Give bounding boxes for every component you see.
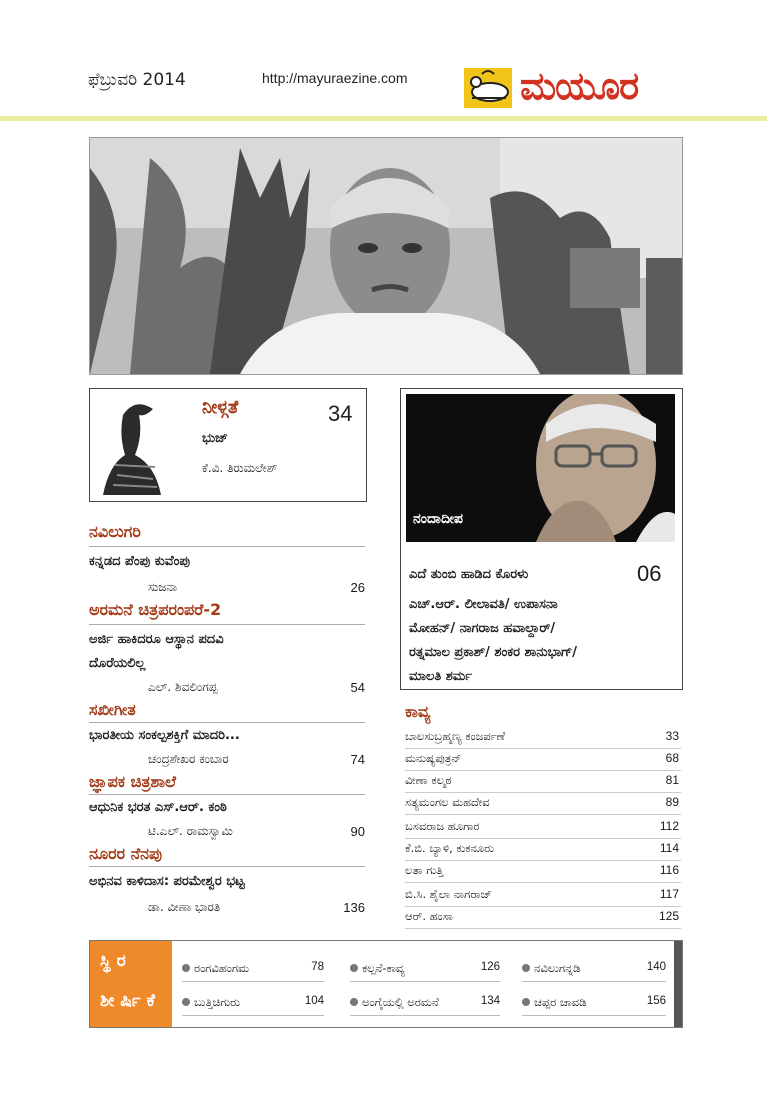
bullet-icon [350,964,358,972]
peacock-logo-icon [462,64,514,112]
regular-columns-label [90,941,172,1027]
illustration-figure [95,395,175,495]
article-page: 90 [350,824,365,839]
article-author: ಸುಜನಾ [148,580,178,594]
regular-columns-box [89,940,683,1028]
article-author: ಡಾ. ವೀಣಾ ಭಾರತಿ [148,900,221,914]
article-author: ಚಂದ್ರಶೇಖರ ಕಂಬಾರ [148,752,229,766]
section-heading: ಜ್ಞಾಪಕ ಚಿತ್ರಶಾಲೆ [89,772,176,791]
story-page-number: 34 [328,401,353,426]
article-title[interactable]: ಭಾರತೀಯ ಸಂಕಲ್ಪಶಕ್ತಿಗೆ ಮಾದರಿ... [89,728,240,743]
story-author: ಕೆ.ವಿ. ತಿರುಮಲೇಶ್ [202,461,278,475]
kavya-heading: ಕಾವ್ಯ [405,702,431,721]
kavya-item[interactable]: ಮನುಷ್ಯಪುತ್ರನ್ 68 [405,748,681,771]
column-item[interactable]: ಚಪ್ಪರ ಚಾವಡಿ 156 [522,995,666,1016]
bullet-icon [522,998,530,1006]
kavya-item[interactable]: ಲತಾ ಗುತ್ತಿ 116 [405,860,681,883]
column-item[interactable]: ಅಂಗೈಯಲ್ಲಿ ಅರಮನೆ 134 [350,995,500,1016]
section-heading: ನವಿಲುಗರಿ [89,522,141,541]
nandadeepa-authors-line: ರತ್ನಮಾಲ ಪ್ರಕಾಶ್/ ಶಂಕರ ಶಾನುಭಾಗ್/ [409,645,578,660]
article-title[interactable]: ಅರ್ಜಿ ಹಾಕಿದರೂ ಆಸ್ಥಾನ ಪದವಿ [89,632,224,647]
nandadeepa-page-number: 06 [637,561,662,586]
article-author: ಟಿ.ಎಲ್. ರಾಮಸ್ವಾಮಿ [148,824,233,838]
article-title[interactable]: ಆಧುನಿಕ ಭರತ ಎಸ್.ಆರ್. ಕಂಠಿ [89,800,227,815]
column-item[interactable]: ಬುತ್ತಿಚಿಗುರು 104 [182,995,324,1016]
column-item[interactable]: ಕಲ್ಪನೆ-ಕಾವ್ಯ 126 [350,961,500,982]
column-item[interactable]: ರಂಗವಿಹಂಗಮ 78 [182,961,324,982]
article-author: ಎಲ್. ಶಿವಲಿಂಗಪ್ಪ [148,680,218,694]
section-heading: ನೂರರ ನೆನಪು [89,844,163,863]
bullet-icon [522,964,530,972]
logo-wordmark: ಮಯೂರ [520,64,639,108]
featured-story-box[interactable] [89,388,367,502]
nandadeepa-authors-line: ಎಚ್.ಆರ್. ಲೀಲಾವತಿ/ ಉಪಾಸನಾ [409,597,558,612]
bullet-icon [350,998,358,1006]
article-page: 54 [350,680,365,695]
box-edge-bar [674,941,682,1027]
article-title-cont[interactable]: ದೊರೆಯಲಿಲ್ಲ [89,656,146,671]
section-divider [89,794,365,795]
bullet-icon [182,998,190,1006]
kavya-item[interactable]: ವೀಣಾ ಕಲ್ಮಠ 81 [405,770,681,793]
header-rule [0,116,767,121]
kavya-item[interactable]: ಬಿ.ಸಿ. ಶೈಲಾ ನಾಗರಾಜ್ 117 [405,884,681,907]
story-title: ಭುಜ್ [202,431,228,446]
nandadeepa-box[interactable] [400,388,683,690]
section-heading: ಅರಮನೆ ಚಿತ್ರಪರಂಪರೆ-2 [89,600,222,619]
kavya-item[interactable]: ಬಾಲಸುಬ್ರಹ್ಮಣ್ಯ ಕಂಜರ್ಪಣೆ 33 [405,726,681,749]
label-line: ಸ್ಥಿರ [100,951,132,971]
cover-photo [89,137,683,375]
kavya-item[interactable]: ಸತ್ಯಮಂಗಲ ಮಹದೇವ 89 [405,792,681,815]
website-url[interactable]: http://mayuraezine.com [262,70,408,86]
portrait-photo [90,138,682,374]
article-title[interactable]: ಕನ್ನಡದ ಪೆಂಪು ಕುವೆಂಪು [89,554,190,569]
article-page: 74 [350,752,365,767]
article-page: 26 [350,580,365,595]
nandadeepa-label: ನಂದಾದೀಪ [413,511,464,527]
kavya-item[interactable]: ಬಸವರಾಜ ಹೂಗಾರ 112 [405,816,681,839]
article-title[interactable]: ಅಭಿನವ ಕಾಳಿದಾಸ: ಪರಮೇಶ್ವರ ಭಟ್ಟ [89,874,245,889]
section-divider [89,722,365,723]
nandadeepa-title: ಎದೆ ತುಂಬಿ ಹಾಡಿದ ಕೊರಳು [409,567,529,582]
column-item[interactable]: ನವಿಲುಗನ್ನಡಿ 140 [522,961,666,982]
section-divider [89,546,365,547]
masthead-logo [462,62,682,114]
issue-date: ಫೆಬ್ರುವರಿ 2014 [88,70,186,90]
nandadeepa-authors-line: ಮಾಲತಿ ಶರ್ಮ [409,669,473,684]
story-section-title: ನೀಳ್ಗತೆ [202,397,239,418]
kavya-item[interactable]: ಆರ್. ಹಂಸಾ 125 [405,906,681,929]
nandadeepa-authors-line: ಮೋಹನ್/ ನಾಗರಾಜ ಹವಾಲ್ದಾರ್/ [409,621,556,636]
section-divider [89,624,365,625]
kavya-item[interactable]: ಕೆ.ಬಿ. ಬ್ಯಾಳಿ, ಕುಕನೂರು 114 [405,838,681,861]
bullet-icon [182,964,190,972]
article-page: 136 [343,900,365,915]
label-line: ಶೀರ್ಷಿಕೆ [100,991,161,1011]
section-divider [89,866,365,867]
section-heading: ಸಖೀಗೀತ [89,700,136,719]
